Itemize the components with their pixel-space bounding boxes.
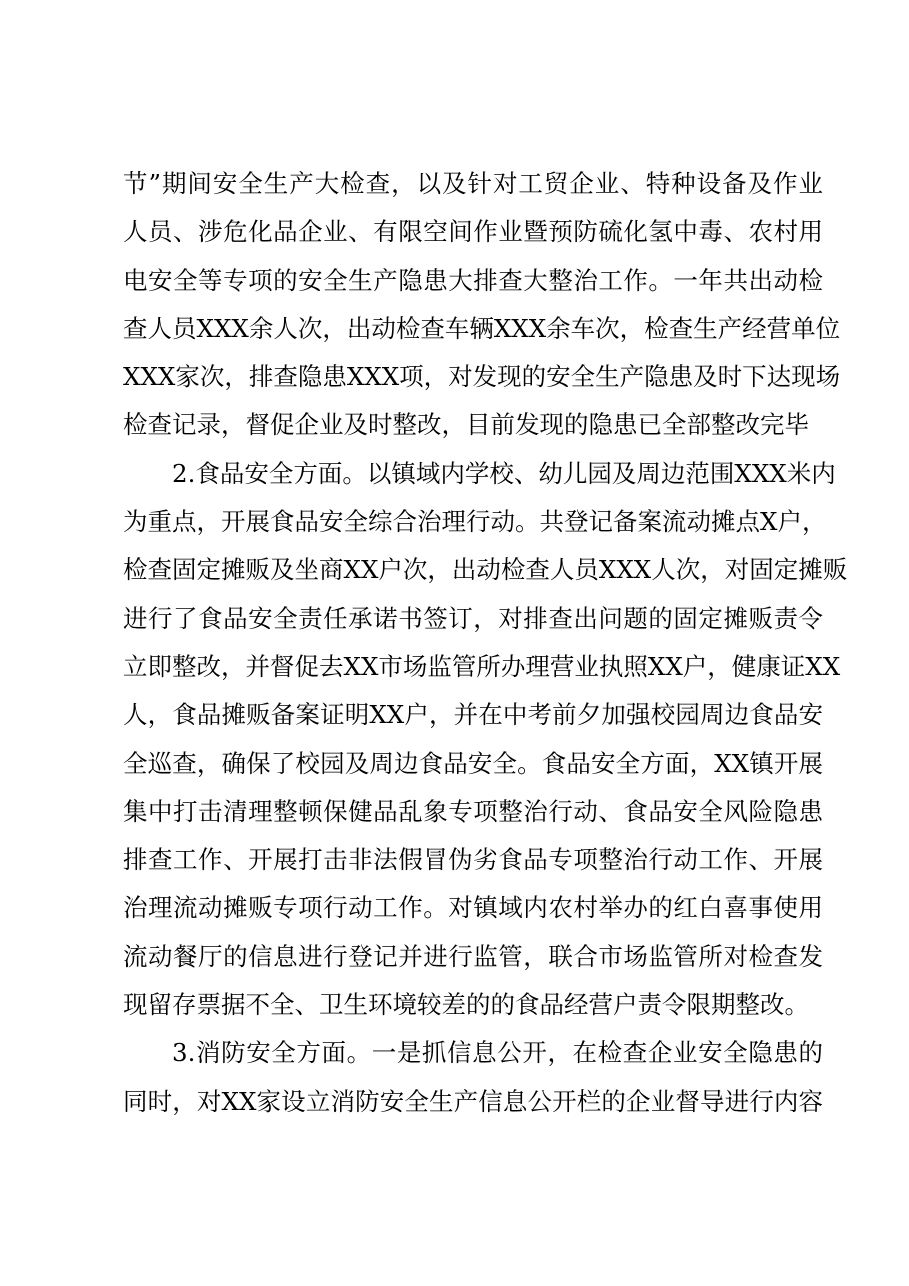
paragraph-line: 2.食品安全方面。以镇域内学校、幼儿园及周边范围XXX米内	[172, 458, 836, 488]
paragraph-line: 立即整改，并督促去XX市场监管所办理营业执照XX户，健康证XX	[123, 651, 841, 681]
paragraph-line: 查人员XXX余人次，出动检查车辆XXX余车次，检查生产经营单位	[123, 313, 841, 343]
paragraph-line: 排查工作、开展打击非法假冒伪劣食品专项整治行动工作、开展	[123, 845, 823, 875]
paragraph-line: 为重点，开展食品安全综合治理行动。共登记备案流动摊点X户，	[123, 507, 827, 537]
paragraph-line: 集中打击清理整顿保健品乱象专项整治行动、食品安全风险隐患	[123, 796, 823, 826]
paragraph-line: 现留存票据不全、卫生环境较差的的食品经营户责令限期整改。	[123, 990, 809, 1020]
paragraph-line: 流动餐厅的信息进行登记并进行监管，联合市场监管所对检查发	[123, 941, 823, 971]
paragraph-line: 检查记录，督促企业及时整改，目前发现的隐患已全部整改完毕	[123, 410, 809, 440]
paragraph-line: 电安全等专项的安全生产隐患大排查大整治工作。一年共出动检	[123, 265, 823, 295]
paragraph-line: 治理流动摊贩专项行动工作。对镇域内农村举办的红白喜事使用	[123, 893, 823, 923]
paragraph-line: 3.消防安全方面。一是抓信息公开，在检查企业安全隐患的	[172, 1038, 823, 1068]
paragraph-line: 节”期间安全生产大检查，以及针对工贸企业、特种设备及作业	[123, 169, 823, 198]
paragraph-2	[123, 450, 848, 1030]
paragraph-line: XXX家次，排查隐患XXX项，对发现的安全生产隐患及时下达现场	[123, 362, 841, 392]
body-text	[123, 160, 848, 1126]
paragraph-line: 检查固定摊贩及坐商XX户次，出动检查人员XXX人次，对固定摊贩	[123, 555, 848, 585]
paragraph-line: 同时，对XX家设立消防安全生产信息公开栏的企业督导进行内容	[123, 1086, 823, 1116]
paragraph-line: 进行了食品安全责任承诺书签订，对排查出问题的固定摊贩责令	[123, 603, 823, 633]
paragraph-line: 人，食品摊贩备案证明XX户，并在中考前夕加强校园周边食品安	[123, 700, 823, 730]
paragraph-line: 全巡查，确保了校园及周边食品安全。食品安全方面，XX镇开展	[123, 748, 823, 778]
paragraph-line: 人员、涉危化品企业、有限空间作业暨预防硫化氢中毒、农村用	[123, 217, 823, 247]
paragraph-1	[123, 160, 841, 450]
paragraph-3	[123, 1029, 823, 1126]
